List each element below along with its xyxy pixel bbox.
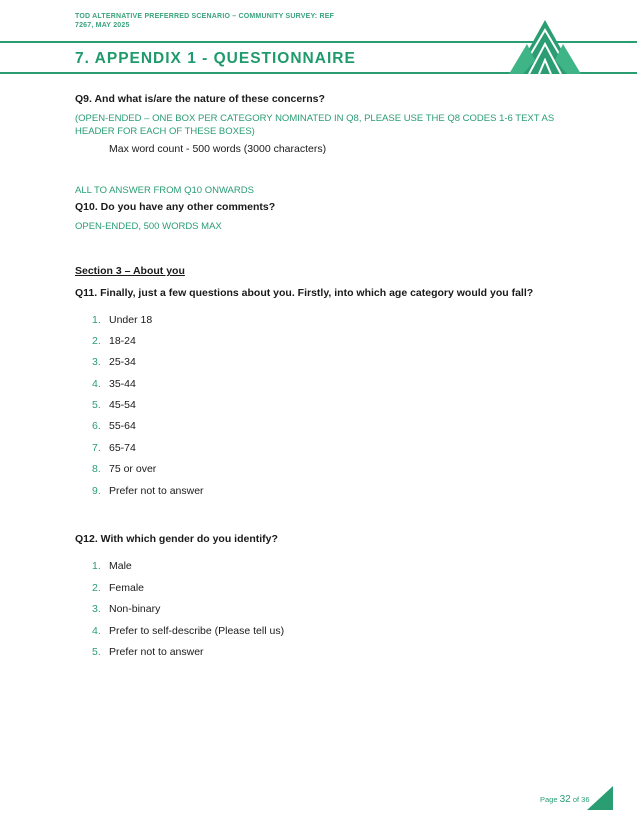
q11-option: 8. 75 or over: [92, 463, 157, 475]
q12-question: Q12. With which gender do you identify?: [75, 533, 278, 545]
q12-option: 2. Female: [92, 582, 145, 594]
section-3-heading: Section 3 – About you: [75, 265, 185, 277]
q9-instruction: (OPEN-ENDED – ONE BOX PER CATEGORY NOMINATED IN Q8, PLEASE USE THE Q8 CODES 1-6 TEXT AS HEADER FOR EACH OF THESE BOXES): [75, 113, 555, 137]
q11-option: 1. Under 18: [92, 314, 153, 326]
q11-option: 6. 55-64: [92, 420, 136, 432]
page-number-footer: Page 32 of 36: [540, 794, 590, 805]
q12-option: 5. Prefer not to answer: [92, 646, 204, 658]
corner-triangle-icon: [587, 786, 613, 810]
q11-question: Q11. Finally, just a few questions about you. Firstly, into which age category would you fall?: [75, 287, 534, 299]
q9-question: Q9. And what is/are the nature of these concerns?: [75, 93, 325, 105]
page-title: 7. APPENDIX 1 - QUESTIONNAIRE: [75, 50, 356, 67]
q12-option: 1. Male: [92, 560, 132, 572]
mountain-logo-icon: [509, 16, 581, 76]
q11-option: 2. 18-24: [92, 335, 136, 347]
q11-option: 3. 25-34: [92, 356, 136, 368]
q10-routing-instruction: ALL TO ANSWER FROM Q10 ONWARDS: [75, 185, 254, 196]
q9-word-count: Max word count - 500 words (3000 characters): [109, 143, 327, 155]
q11-option: 7. 65-74: [92, 442, 136, 454]
q11-option: 9. Prefer not to answer: [92, 485, 204, 497]
report-subtitle: TOD ALTERNATIVE PREFERRED SCENARIO – COMMUNITY SURVEY: REF 7267, MAY 2025: [75, 13, 335, 29]
q10-instruction: OPEN-ENDED, 500 WORDS MAX: [75, 221, 222, 232]
current-page-number: 32: [559, 794, 571, 805]
q12-option: 3. Non-binary: [92, 603, 161, 615]
q11-option: 5. 45-54: [92, 399, 136, 411]
q11-option: 4. 35-44: [92, 378, 136, 390]
q12-option: 4. Prefer to self-describe (Please tell us): [92, 625, 285, 637]
q10-question: Q10. Do you have any other comments?: [75, 201, 276, 213]
